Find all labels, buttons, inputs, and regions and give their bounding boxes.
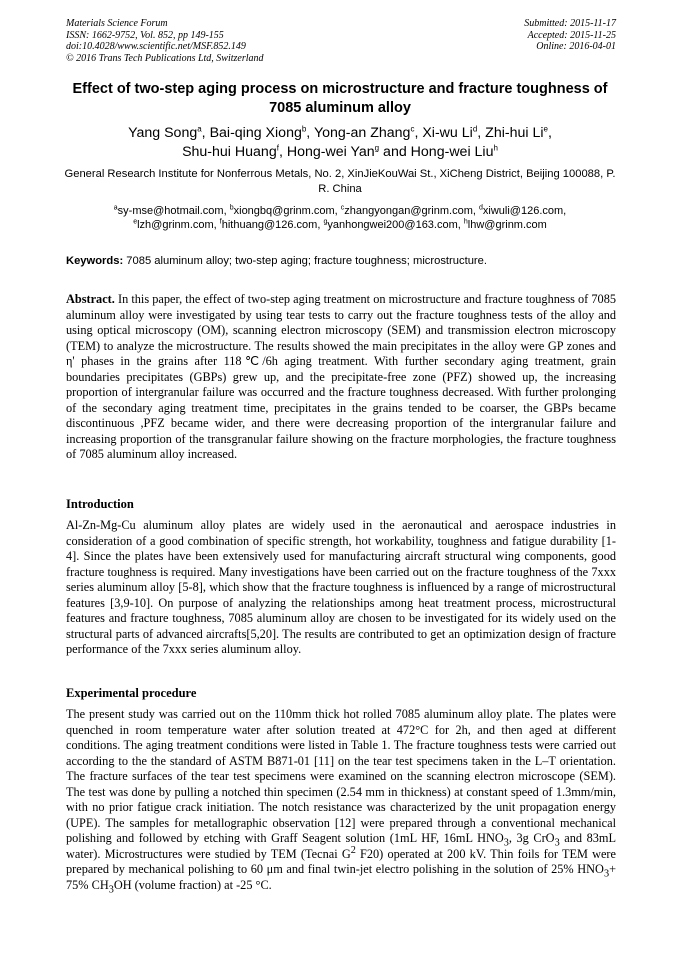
experimental-text-part: , 3g CrO bbox=[508, 831, 555, 846]
author-name: Shu-hui Huang bbox=[182, 144, 277, 160]
experimental-text bbox=[66, 707, 616, 894]
journal-name: Materials Science Forum bbox=[66, 18, 168, 29]
subscript: 3 bbox=[554, 837, 560, 849]
author-list bbox=[60, 124, 620, 162]
experimental-text-part: + 75% CH bbox=[66, 862, 616, 893]
email-sup: f bbox=[219, 218, 222, 226]
abstract bbox=[66, 292, 616, 463]
author-sup: b bbox=[301, 124, 307, 134]
email-sep: , bbox=[334, 205, 341, 217]
author-name: Bai-qing Xiong bbox=[209, 125, 302, 141]
email-sep: , bbox=[223, 205, 230, 217]
email-sep: , bbox=[317, 219, 324, 231]
experimental-text-part: F20) operated at 200 kV. Thin foils for TEM were prepared by mechanical polishing to 60 μm and final twin-jet electro polishing in the solution of 25% HNO bbox=[66, 846, 616, 877]
keywords-text: 7085 aluminum alloy; two-step aging; fracture toughness; microstructure. bbox=[123, 255, 487, 267]
publication-info bbox=[66, 18, 264, 64]
abstract-label: Abstract. bbox=[66, 292, 115, 306]
author-sup: f bbox=[276, 143, 279, 153]
author-sep: , bbox=[477, 125, 486, 141]
email-sup: h bbox=[463, 218, 468, 226]
author-sep: and bbox=[379, 144, 411, 160]
subscript: 3 bbox=[108, 884, 114, 896]
accepted-date: Accepted: 2015-11-25 bbox=[527, 29, 616, 41]
submitted-date: Submitted: 2015-11-17 bbox=[524, 18, 616, 29]
author-sup: d bbox=[472, 124, 478, 134]
author-sup: e bbox=[543, 124, 548, 134]
author-sep: , bbox=[547, 125, 552, 141]
author-name: Yong-an Zhang bbox=[313, 125, 411, 141]
author-sep: , bbox=[201, 125, 210, 141]
paper-title: Effect of two-step aging process on microstructure and fracture toughness of 7085 aluminum alloy bbox=[72, 81, 608, 116]
affiliation: General Research Institute for Nonferrous Metals, No. 2, XinJieKouWai St., XiCheng District, Beijing 100088, P. R. China bbox=[64, 168, 616, 195]
email-sep: , bbox=[563, 205, 567, 217]
email-link[interactable]: yanhongwei200@163.com bbox=[327, 219, 458, 231]
online-date: Online: 2016-04-01 bbox=[536, 41, 616, 52]
copyright-line: © 2016 Trans Tech Publications Ltd, Switzerland bbox=[66, 52, 264, 64]
abstract-text: In this paper, the effect of two-step aging treatment on microstructure and fracture toughness of 7085 aluminum alloy were investigated by using tear tests to carry out the fracture toughness tests of the alloy and using optical microscopy (OM), scanning electron microscopy (SEM) and transmission electron microscopy (TEM) to analyze the microstructure. The results showed the main precipitates in the alloy were GP zones and η' phases in the grains after 118℃/6h aging treatment. With further secondary aging treatment, grain boundaries precipitates (GBPs) grew up, and the precipitate-free zone (PFZ) showed up, the increasing proportion of intergranular failure was occurred and the fracture toughness decreased. With further prolonging of the secondary aging treatment time, precipitates in the grains tended to be coarser, the GBPs became discontinuous ,PFZ became wider, and there were decreasing proportion of the intergranular failure and increasing proportion of the transgranular failure showing on the fracture morphologies, the fracture toughness of 7085 aluminum alloy increased. bbox=[66, 292, 616, 462]
doi-line[interactable]: doi:10.4028/www.scientific.net/MSF.852.149 bbox=[66, 41, 246, 52]
email-sup: b bbox=[229, 204, 234, 212]
subscript: 3 bbox=[603, 868, 610, 880]
author-name: Hong-wei Yan bbox=[286, 144, 375, 160]
email-link[interactable]: lzh@grinm.com bbox=[137, 219, 214, 231]
author-sup: a bbox=[197, 124, 202, 134]
author-sep: , bbox=[306, 125, 314, 141]
experimental-text-part: and 83mL water). Microstructures were studied by TEM (Tecnai G bbox=[66, 831, 616, 861]
email-link[interactable]: hithuang@126.com bbox=[221, 219, 318, 231]
email-link[interactable]: zhangyongan@grinm.com bbox=[344, 205, 473, 217]
author-name: Zhi-hui Li bbox=[485, 125, 544, 141]
author-sup: g bbox=[374, 143, 380, 153]
issn-line: ISSN: 1662-9752, Vol. 852, pp 149-155 bbox=[66, 29, 224, 41]
author-sep: , bbox=[278, 144, 287, 160]
author-sup: h bbox=[493, 143, 498, 153]
email-sep: , bbox=[457, 219, 464, 231]
keywords bbox=[66, 254, 616, 268]
email-sup: g bbox=[323, 218, 328, 226]
email-link[interactable]: sy-mse@hotmail.com bbox=[117, 205, 224, 217]
experimental-text-part: The present study was carried out on the 110mm thick hot rolled 7085 aluminum alloy plate. The plates were quenched in room temperature water after solution treated at 472°C for 2h, and then aged at different conditions. The aging treatment conditions were listed in Table 1. The fracture toughness tests were carried out according to the the standard of ASTM B871-01 [11] on the tear test specimens taken in the L–T orientation. The fracture surfaces of the tear test specimens were examined on the scanning electron microscope (SEM). The test was done by pulling a notched thin specimen (2.54 mm in thickness) at constant speed of 1.3mm/min, with no prior fatigue crack initiation. The notch resistance was characterized by the unit propagation energy (UPE). The samples for metallographic observation [12] were prepared through a conventional mechanical polishing and followed by etching with Graff Seagent solution (1mL HF, 16mL HNO bbox=[66, 707, 616, 846]
keywords-label: Keywords: bbox=[66, 255, 124, 267]
email-link[interactable]: xiwuli@126.com bbox=[482, 205, 564, 217]
introduction-text: Al-Zn-Mg-Cu aluminum alloy plates are widely used in the aeronautical and aerospace industries in consideration of a good combination of specific strength, hot workability, toughness and fatigue durability [1-4]. Since the plates have been extensively used for manufacturing aircraft structural wing components, good fracture toughness is required. Many investigations have been carried out on the fracture toughness of the 7xxx series aluminum alloy [5-8], which show that the fracture toughness is influenced by a range of microstructural features [3,9-10]. On purpose of analyzing the relationships among heat treatment process, microstructural features and fracture toughness, 7085 aluminum alloy are chosen to be investigated for its widely used on the structural parts of advanced aircrafts[5,20]. The results are contributed to get an optimization design of fracture performance of the 7xxx series aluminum alloy. bbox=[66, 518, 616, 657]
email-sep: , bbox=[472, 205, 479, 217]
email-sup: c bbox=[340, 204, 345, 212]
author-sep: , bbox=[414, 125, 423, 141]
section-heading-introduction: Introduction bbox=[66, 497, 134, 511]
publication-dates bbox=[524, 18, 616, 53]
email-sup: a bbox=[113, 204, 118, 212]
email-list bbox=[60, 204, 620, 232]
email-sup: d bbox=[479, 204, 483, 212]
subscript: 3 bbox=[503, 837, 509, 849]
experimental-text-part: OH (volume fraction) at -25 °C. bbox=[113, 878, 272, 893]
email-link[interactable]: xiongbq@grinm.com bbox=[233, 205, 335, 217]
email-sup: e bbox=[133, 218, 138, 226]
email-sep: , bbox=[213, 219, 220, 231]
author-sup: c bbox=[410, 124, 415, 134]
section-heading-experimental: Experimental procedure bbox=[66, 686, 197, 700]
email-link[interactable]: lhw@grinm.com bbox=[467, 219, 547, 231]
author-name: Xi-wu Li bbox=[422, 125, 473, 141]
superscript: 2 bbox=[350, 844, 356, 856]
author-name: Yang Song bbox=[128, 125, 198, 141]
author-name: Hong-wei Liu bbox=[410, 144, 494, 160]
